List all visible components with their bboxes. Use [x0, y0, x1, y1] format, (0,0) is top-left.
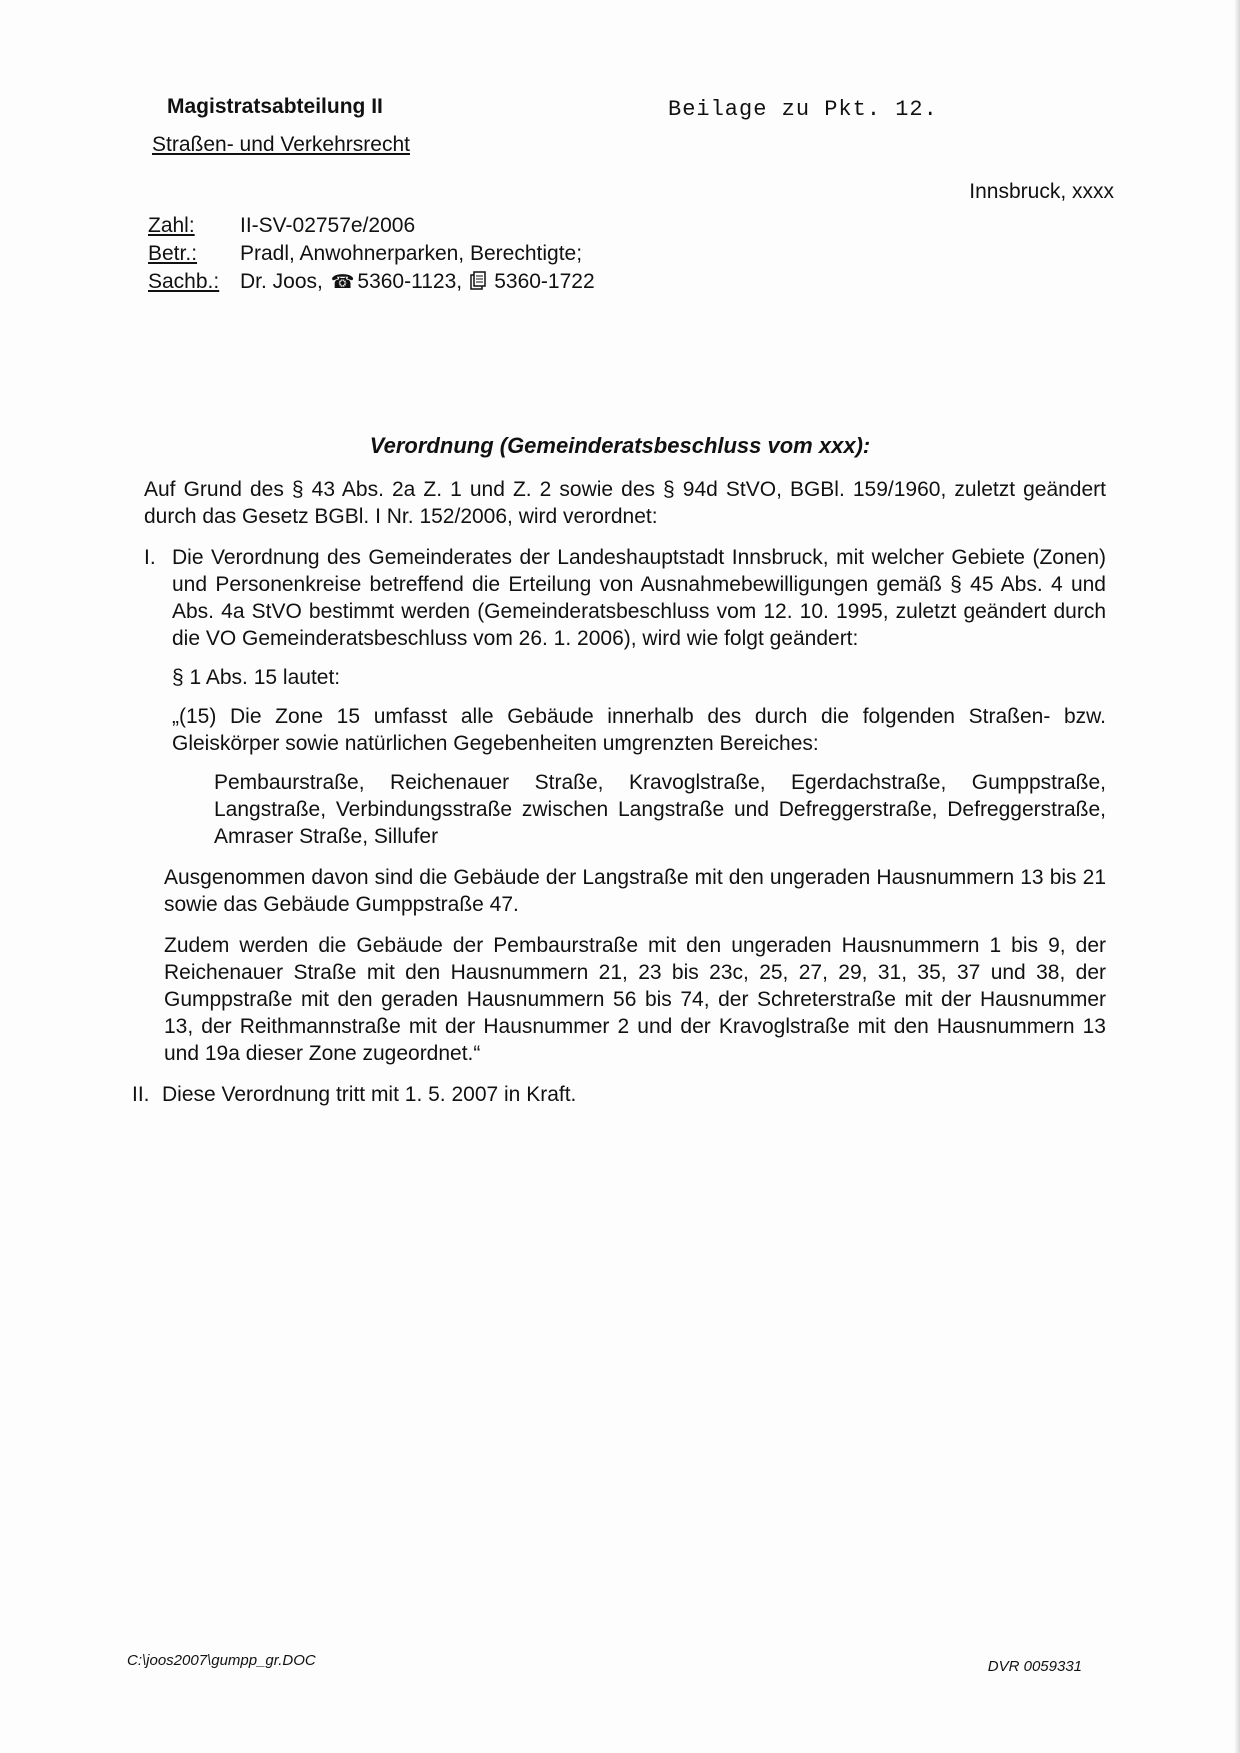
- betr-label: Betr.:: [148, 242, 198, 265]
- section-two: [132, 1081, 1106, 1108]
- subdepartment-name: Straßen- und Verkehrsrecht: [152, 133, 410, 156]
- clerk-contact: [240, 270, 595, 294]
- paragraph-reference: § 1 Abs. 15 lautet:: [172, 666, 341, 689]
- reference-number-row: [148, 212, 595, 240]
- clerk-name: Dr. Joos,: [240, 270, 323, 293]
- department-name: Magistratsabteilung II: [167, 95, 383, 118]
- section-two-number: II.: [132, 1083, 150, 1106]
- clerk-row: [148, 268, 595, 296]
- section-one: [144, 544, 1106, 1067]
- fax-number: 5360-1722: [494, 270, 595, 293]
- section-one-text: Die Verordnung des Gemeinderates der Landeshauptstadt Innsbruck, mit welcher Gebiete (Zonen) und Personenkreise betreffend die Erteilung von Ausnahmebewilligungen gemäß § 45 Abs. 4 und Abs. 4a StVO bestimmt werden (Gemeinderatsbeschluss vom 12. 10. 1995, zuletzt geändert durch die VO Gemeinderatsbeschluss vom 26. 1. 2006), wird wie folgt geändert:: [172, 546, 1106, 650]
- fax-icon: [470, 272, 491, 293]
- ordinance-body: [132, 476, 1106, 1108]
- zone-definition: „(15) Die Zone 15 umfasst alle Gebäude innerhalb des durch die folgenden Straßen- bzw. Gleiskörper sowie natürlichen Gegebenheiten umgrenzten Bereiches:: [172, 705, 1106, 755]
- exception-paragraph: Ausgenommen davon sind die Gebäude der Langstraße mit den ungeraden Hausnummern 13 bis 21 sowie das Gebäude Gumppstraße 47.: [164, 866, 1106, 916]
- ordinance-title: Verordnung (Gemeinderatsbeschluss vom xxx):: [369, 433, 871, 458]
- zahl-label: Zahl:: [148, 214, 195, 237]
- sachb-label: Sachb.:: [148, 270, 220, 293]
- file-path: C:\joos2007\gumpp_gr.DOC: [127, 1652, 316, 1669]
- scan-edge-shadow: [1234, 0, 1240, 1753]
- legal-basis-paragraph: Auf Grund des § 43 Abs. 2a Z. 1 und Z. 2 sowie des § 94d StVO, BGBl. 159/1960, zuletzt geändert durch das Gesetz BGBl. I Nr. 152/2006, wird verordnet:: [144, 478, 1106, 528]
- dvr-number: DVR 0059331: [987, 1658, 1082, 1675]
- addition-paragraph: Zudem werden die Gebäude der Pembaurstraße mit den ungeraden Hausnummern 1 bis 9, der Reichenauer Straße mit den Hausnummern 21, 23 bis 23c, 25, 27, 29, 31, 35, 37 und 38, der Gumppstraße mit den geraden Hausnummern 56 bis 74, der Schreterstraße mit der Hausnummer 13, der Reithmannstraße mit der Hausnummer 2 und der Kravoglstraße mit den Hausnummern 13 und 19a dieser Zone zugeordnet.“: [164, 934, 1106, 1065]
- reference-block: [148, 212, 595, 296]
- street-list: Pembaurstraße, Reichenauer Straße, Kravoglstraße, Egerdachstraße, Gumppstraße, Langstraße, Verbindungsstraße zwischen Langstraße und Defreggerstraße, Defreggerstraße, Amraser Straße, Sillufer: [214, 771, 1106, 848]
- attachment-note: Beilage zu Pkt. 12.: [668, 97, 938, 122]
- betr-value: Pradl, Anwohnerparken, Berechtigte;: [240, 242, 583, 265]
- phone-number: 5360-1123,: [357, 270, 463, 293]
- zahl-value: II-SV-02757e/2006: [240, 214, 416, 237]
- section-two-text: Diese Verordnung tritt mit 1. 5. 2007 in Kraft.: [162, 1083, 577, 1106]
- section-one-number: I.: [144, 546, 156, 569]
- subject-row: [148, 240, 595, 268]
- place-date: Innsbruck, xxxx: [969, 180, 1114, 203]
- phone-icon: ☎: [330, 272, 355, 293]
